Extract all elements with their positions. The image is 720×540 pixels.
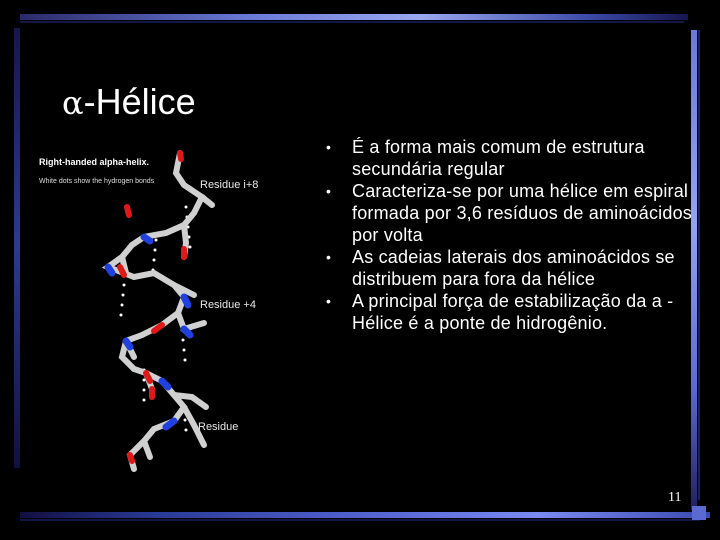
bullet-text: Caracteriza-se por uma hélice em espiral formada por 3,6 resíduos de aminoácidos por volta — [352, 181, 692, 245]
top-border-bar — [20, 14, 688, 20]
top-border-line — [20, 21, 684, 23]
bullet-item — [322, 136, 694, 180]
alpha-helix-figure — [34, 145, 304, 505]
bullet-icon: • — [326, 183, 332, 199]
bottom-border-line — [20, 519, 700, 521]
bullet-icon: • — [326, 249, 332, 265]
figure-title: Right-handed alpha-helix. — [39, 157, 150, 167]
bullet-item — [322, 180, 694, 246]
oxygen-atoms — [120, 153, 184, 461]
title-text: -Hélice — [83, 81, 196, 122]
bullet-list — [322, 136, 694, 334]
helix-backbone — [108, 153, 212, 469]
helix-illustration — [34, 145, 304, 505]
residue-label-plus4: Residue +4 — [200, 299, 256, 311]
corner-square — [692, 506, 706, 520]
bullet-text: É a forma mais comum de estrutura secundária regular — [352, 137, 645, 179]
bullet-text: As cadeias laterais dos aminoácidos se distribuem para fora da hélice — [352, 247, 675, 289]
residue-label-base: Residue — [198, 421, 239, 433]
bullet-icon: • — [326, 139, 332, 155]
bullet-item — [322, 290, 694, 334]
slide-title — [62, 80, 196, 125]
bullet-icon: • — [326, 293, 332, 309]
alpha-symbol: α — [62, 84, 84, 122]
bullet-item — [322, 246, 694, 290]
page-number: 11 — [668, 490, 682, 505]
bullet-text: A principal força de estabilização da a - Hélice é a ponte de hidrogênio. — [352, 291, 674, 333]
residue-label-i8: Residue i+8 — [200, 179, 259, 191]
bottom-border-bar — [20, 512, 710, 518]
left-border-bar — [14, 28, 20, 468]
right-border-line — [698, 30, 700, 500]
figure-subtitle: White dots show the hydrogen bonds — [39, 178, 155, 185]
